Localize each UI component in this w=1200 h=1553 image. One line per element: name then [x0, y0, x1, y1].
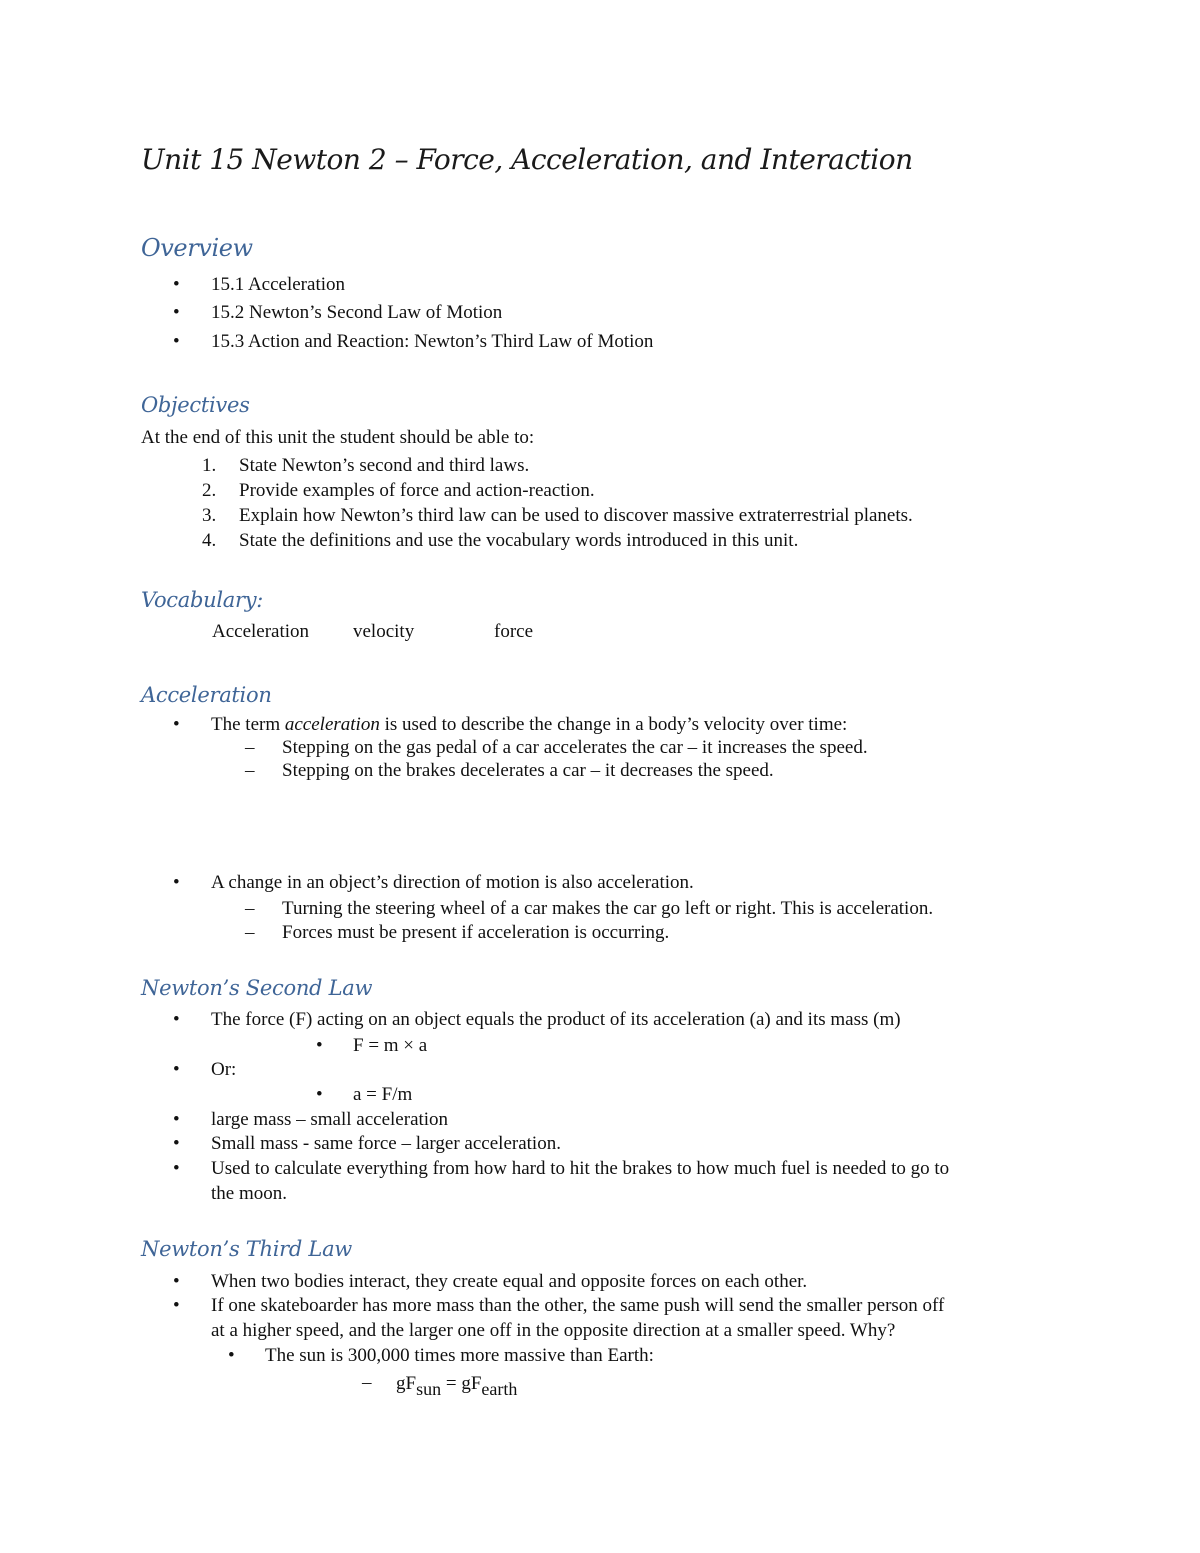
sub-item: Stepping on the brakes decelerates a car – it decreases the speed. [282, 760, 774, 781]
bullet: • [173, 1133, 180, 1154]
bullet: • [228, 1345, 235, 1366]
vocab-word: velocity [353, 621, 415, 642]
force-equation: gFsun = gFearth [396, 1373, 518, 1399]
emphasis-term: acceleration [284, 714, 380, 735]
list-item: The term acceleration is used to describe the change in a body’s velocity over time: [211, 714, 848, 735]
list-item: large mass – small acceleration [211, 1109, 449, 1130]
page-title: Unit 15 Newton 2 – Force, Acceleration, and Interaction [141, 143, 913, 176]
list-number: 4. [202, 530, 217, 551]
list-item: 15.1 Acceleration [211, 274, 346, 295]
equation: F = m × a [353, 1035, 428, 1056]
list-number: 2. [202, 480, 217, 501]
equation: a = F/m [353, 1084, 413, 1105]
list-item: Or: [211, 1059, 237, 1080]
acceleration-heading: Acceleration [141, 683, 272, 707]
list-item-continued: at a higher speed, and the larger one off in the opposite direction at a smaller speed. Why? [211, 1320, 896, 1341]
bullet: • [173, 331, 180, 352]
bullet: • [173, 1158, 180, 1179]
bullet: • [173, 1295, 180, 1316]
list-item: The force (F) acting on an object equals the product of its acceleration (a) and its mass (m) [211, 1009, 901, 1030]
bullet: • [173, 872, 180, 893]
bullet: • [173, 1109, 180, 1130]
dash: – [245, 737, 255, 758]
bullet: • [173, 1009, 180, 1030]
bullet: • [316, 1084, 323, 1105]
list-item: Small mass - same force – larger acceleration. [211, 1133, 561, 1154]
bullet: • [173, 1271, 180, 1292]
list-item: State the definitions and use the vocabulary words introduced in this unit. [239, 530, 799, 551]
list-item: A change in an object’s direction of motion is also acceleration. [211, 872, 694, 893]
bullet: • [173, 302, 180, 323]
second-law-heading: Newton’s Second Law [141, 976, 373, 1000]
list-item: When two bodies interact, they create equal and opposite forces on each other. [211, 1271, 808, 1292]
list-number: 1. [202, 455, 217, 476]
bullet: • [316, 1035, 323, 1056]
list-item: State Newton’s second and third laws. [239, 455, 530, 476]
dash: – [245, 898, 255, 919]
sub-item: Stepping on the gas pedal of a car accelerates the car – it increases the speed. [282, 737, 868, 758]
list-item-continued: the moon. [211, 1183, 287, 1204]
list-item: 15.3 Action and Reaction: Newton’s Third Law of Motion [211, 331, 654, 352]
bullet: • [173, 714, 180, 735]
list-number: 3. [202, 505, 217, 526]
list-item: Explain how Newton’s third law can be used to discover massive extraterrestrial planets. [239, 505, 913, 526]
list-item: Provide examples of force and action-reaction. [239, 480, 595, 501]
list-item: If one skateboarder has more mass than the other, the same push will send the smaller person off [211, 1295, 945, 1316]
objectives-heading: Objectives [141, 393, 250, 417]
dash: – [362, 1372, 372, 1393]
overview-heading: Overview [141, 234, 253, 262]
bullet: • [173, 1059, 180, 1080]
list-item: 15.2 Newton’s Second Law of Motion [211, 302, 503, 323]
list-item: Used to calculate everything from how hard to hit the brakes to how much fuel is needed to go to [211, 1158, 950, 1179]
vocab-word: force [494, 621, 534, 642]
sub-item: Forces must be present if acceleration is occurring. [282, 922, 670, 943]
vocabulary-heading: Vocabulary: [141, 588, 264, 612]
sub-item: The sun is 300,000 times more massive than Earth: [265, 1345, 654, 1366]
vocab-word: Acceleration [212, 621, 310, 642]
bullet: • [173, 274, 180, 295]
dash: – [245, 922, 255, 943]
objectives-intro: At the end of this unit the student should be able to: [141, 427, 535, 448]
dash: – [245, 760, 255, 781]
sub-item: Turning the steering wheel of a car makes the car go left or right. This is acceleration. [282, 898, 934, 919]
third-law-heading: Newton’s Third Law [141, 1237, 352, 1261]
